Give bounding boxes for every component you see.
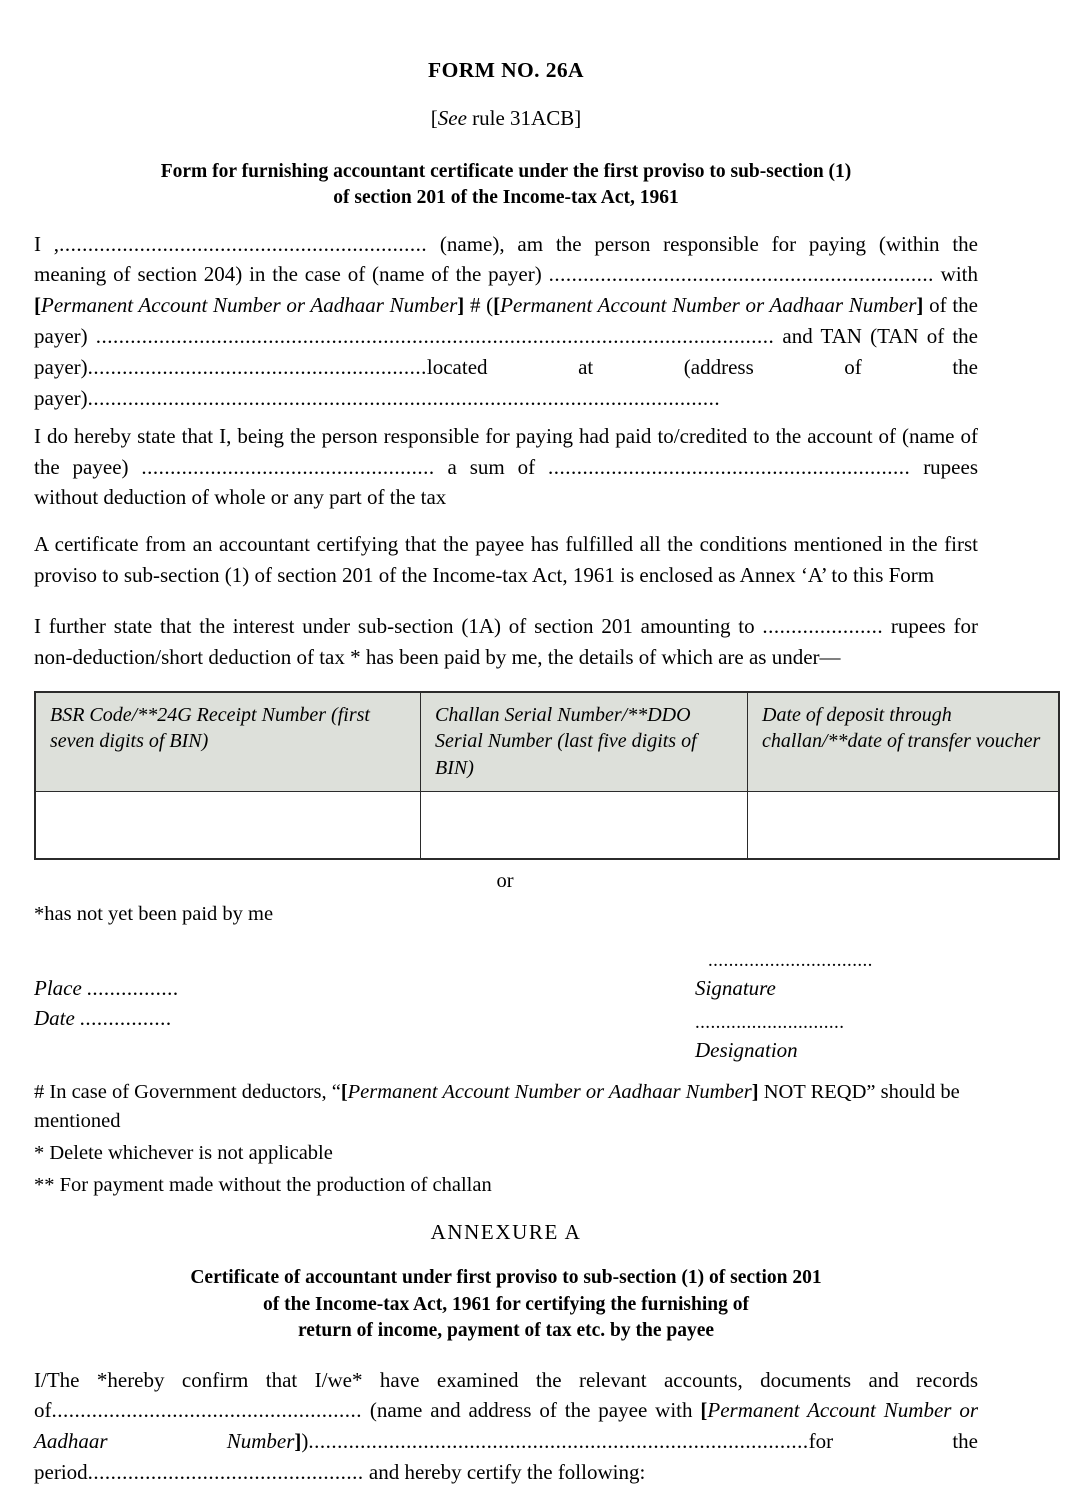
p2-blank-payee-name: ................................................... (141, 454, 435, 479)
annexure-blank-pan: ....................................................................................... (308, 1429, 809, 1454)
challan-table-head (35, 692, 1059, 791)
annexure-text-c: ) (301, 1429, 309, 1454)
annexure-title-line-3: return of income, payment of tax etc. by the payee (297, 1320, 715, 1342)
rule-ref-see: See (437, 105, 467, 130)
footnote-bracket-close: ] (751, 1080, 759, 1103)
declaration-paragraph-3: A certificate from an accountant certifying that the payee has fulfilled all the conditions mentioned in the first proviso to sub-section (1) of section 201 of the Income-tax Act, 1961 is enclosed as Annex ‘A’ to this Form (34, 532, 978, 588)
rule-reference (34, 106, 978, 131)
subject-line-2: of section 201 of the Income-tax Act, 1961 (333, 187, 679, 209)
place-date-group (34, 973, 179, 1034)
p1-blank-tan: ........................................................... (87, 355, 427, 380)
p1-blank-payer-name: ................................................................... (548, 262, 934, 287)
challan-table-body (35, 791, 1059, 859)
annexure-paragraph (34, 1365, 978, 1488)
footnote-hash-text-a: # In case of Government deductors, “ (34, 1080, 341, 1103)
table-header-row (35, 692, 1059, 791)
place-row (34, 973, 179, 1003)
p2-text-c: rupees without deduction of whole or any part of the tax (34, 454, 978, 510)
date-row (34, 1003, 179, 1033)
declaration-paragraph-2 (34, 421, 978, 514)
p1-text-g: located at (address of the payer) (34, 355, 978, 410)
p1-text-c: with (933, 262, 978, 287)
form-subject-title (34, 159, 978, 212)
table-row (35, 791, 1059, 859)
p2-text-a: I do hereby state that I, being the person responsible for paying had paid to/credited to the account of (name of the payee) (34, 423, 978, 479)
annexure-text-d: for the period (34, 1429, 978, 1485)
p1-text-e: of the payer) (34, 293, 978, 349)
footnote-double-star: ** For payment made without the production of challan (34, 1173, 492, 1196)
p1-bracket-close-2: ] (916, 293, 924, 318)
signature-label: Signature (695, 976, 776, 1001)
cell-challan-serial[interactable] (421, 791, 748, 859)
signature-designation-group (695, 948, 873, 1066)
p1-blank-pan: ...................................................................................................................... (95, 324, 775, 349)
challan-details-table (34, 691, 1060, 860)
designation-blank: ............................. (695, 1011, 845, 1033)
rule-ref-prefix: [ (430, 105, 438, 130)
designation-label: Designation (695, 1038, 798, 1063)
annexure-title-line-2: of the Income-tax Act, 1961 for certifying the furnishing of (263, 1293, 749, 1315)
annexure-bracket-open: [ (700, 1398, 708, 1423)
footnote-pan-label: Permanent Account Number or Aadhaar Number (347, 1080, 752, 1103)
not-yet-paid-statement: *has not yet been paid by me (34, 902, 274, 925)
p2-text-b: a sum of (434, 454, 549, 479)
p1-bracket-close: ] (457, 293, 465, 318)
p4-blank-interest: ..................... (762, 614, 884, 639)
table-header-date-of-deposit: Date of deposit through challan/**date of transfer voucher (748, 692, 1060, 791)
table-header-bsr-code: BSR Code/**24G Receipt Number (first seven digits of BIN) (35, 692, 421, 791)
p1-text-a: I , (34, 231, 60, 256)
cell-bsr-code[interactable] (35, 791, 421, 859)
annexure-pan-label: Permanent Account Number or Aadhaar Number (34, 1398, 979, 1454)
place-blank: ................ (87, 975, 180, 1000)
annexure-title (34, 1265, 978, 1345)
rule-ref-suffix: rule 31ACB] (466, 105, 582, 130)
date-label: Date (34, 1006, 75, 1030)
p2-blank-sum: ............................................................... (548, 454, 911, 479)
p1-pan-label-1: Permanent Account Number or Aadhaar Number (41, 293, 458, 318)
p1-text-b: (name), am the person responsible for paying (within the meaning of section 204) in the case of (name of the payer) (34, 231, 978, 287)
annexure-title-line-1: Certificate of accountant under first proviso to sub-section (1) of section 201 (190, 1267, 822, 1288)
subject-line-1: Form for furnishing accountant certificate under the first proviso to sub-section (1) (160, 160, 852, 182)
annexure-text-e: and hereby certify the following: (363, 1460, 646, 1485)
document-content (34, 0, 1041, 1509)
or-separator: or (496, 869, 514, 892)
annexure-blank-records: ...................................................... (51, 1398, 362, 1423)
declaration-paragraph-4 (34, 611, 978, 673)
p4-text-b: rupees for non-deduction/short deduction of tax * has been paid by me, the details of which are as under— (34, 614, 978, 669)
table-header-challan-serial: Challan Serial Number/**DDO Serial Number (last five digits of BIN) (421, 692, 748, 791)
cell-date-of-deposit[interactable] (748, 791, 1060, 859)
annexure-text-a: I/The *hereby confirm that I/we* have examined the relevant accounts, documents and records of (34, 1367, 978, 1423)
p1-text-d: # ( (464, 293, 494, 318)
annexure-text-b: (name and address of the payee with (362, 1398, 701, 1423)
place-label: Place (34, 975, 82, 1000)
footnote-hash (34, 1078, 978, 1136)
signature-block (34, 948, 978, 1066)
annexure-heading: ANNEXURE A (430, 1220, 582, 1244)
p1-blank-name: ................................................................ (59, 231, 428, 256)
p1-blank-address: .............................................................................................................. (87, 385, 721, 410)
p1-text-f: and TAN (TAN of the payer) (34, 324, 978, 380)
challan-table-wrapper (34, 691, 1041, 860)
footnote-hash-text-b: NOT REQD” should be mentioned (34, 1080, 960, 1132)
signature-blank: ................................ (708, 949, 873, 971)
p4-text-a: I further state that the interest under sub-section (1A) of section 201 amounting to (34, 614, 763, 639)
p1-bracket-open-2: [ (493, 293, 501, 318)
annexure-bracket-close: ] (294, 1429, 302, 1454)
footnote-bracket-open: [ (340, 1080, 348, 1103)
p1-pan-label-2: Permanent Account Number or Aadhaar Number (500, 293, 917, 318)
date-blank: ................ (80, 1006, 173, 1030)
annexure-blank-period: ................................................ (87, 1460, 364, 1485)
form-title: FORM NO. 26A (428, 58, 584, 82)
footnote-star: * Delete whichever is not applicable (34, 1141, 333, 1164)
declaration-paragraph-1 (34, 229, 978, 414)
p1-bracket-open: [ (34, 293, 41, 318)
